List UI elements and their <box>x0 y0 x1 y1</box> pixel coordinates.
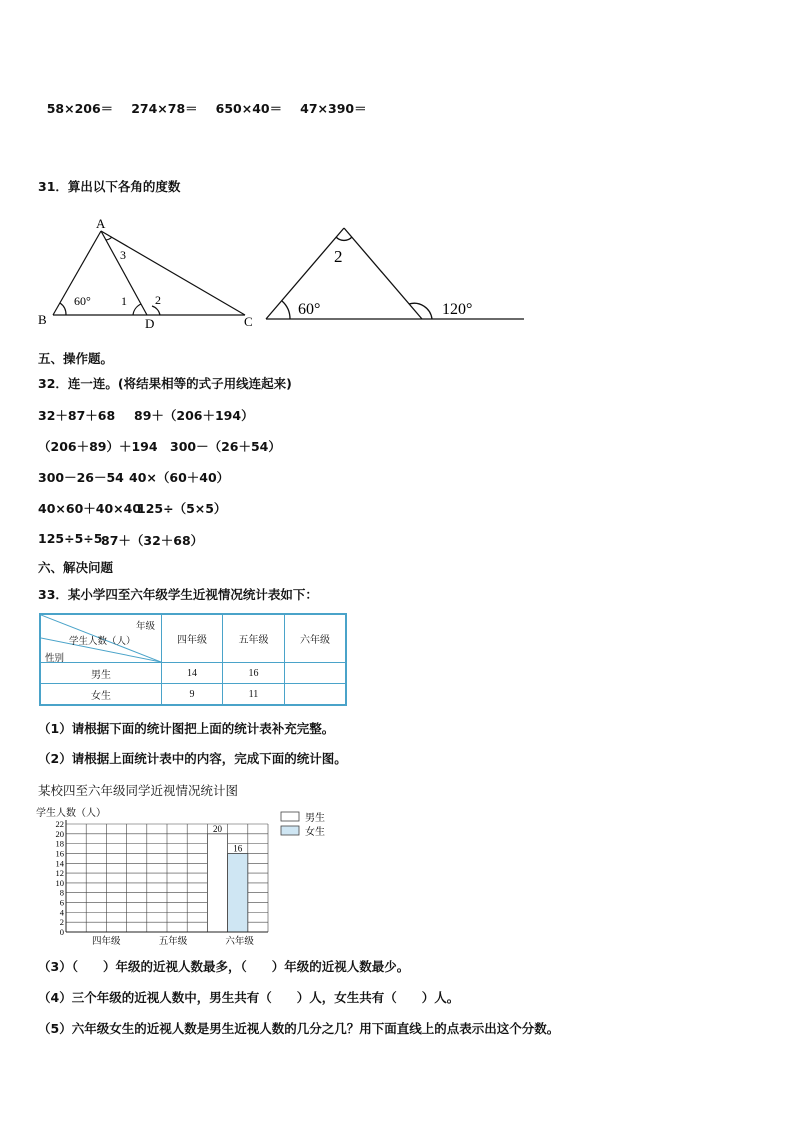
q32-left: （206＋89）＋194 <box>38 439 158 454</box>
table-cell: 16 <box>223 663 285 684</box>
bar <box>207 834 227 932</box>
calc-line <box>38 84 385 117</box>
calc-item: 47×390＝ <box>300 101 367 116</box>
fig2-angle-120-label: 120° <box>442 301 473 318</box>
section-5-heading: 五、操作题。 <box>38 351 114 366</box>
q32-title: 32．连一连。(将结果相等的式子用线连起来) <box>38 376 292 391</box>
y-tick-label: 20 <box>55 828 64 839</box>
q31-figures <box>0 210 560 335</box>
chart-title: 某校四至六年级同学近视情况统计图 <box>38 783 239 798</box>
table-cell <box>285 663 347 684</box>
table-cell: 9 <box>162 684 223 706</box>
q32-left: 125÷5÷5 <box>38 531 103 546</box>
angle-2-label: 2 <box>155 293 161 307</box>
q32-row <box>38 468 230 486</box>
q33-sub5: （5）六年级女生的近视人数是男生近视人数的几分之几？用下面直线上的点表示出这个分数。 <box>38 1021 560 1036</box>
x-tick-label: 五年级 <box>158 937 188 947</box>
table-row <box>40 684 346 706</box>
label-d: D <box>145 316 155 331</box>
fig2-angle-60-label: 60° <box>298 301 321 318</box>
statistics-table <box>39 613 347 706</box>
data-label: 16 <box>233 843 243 854</box>
y-tick-label: 10 <box>55 877 64 888</box>
q32-right: 125÷（5×5） <box>137 501 227 516</box>
q33-sub4: （4）三个年级的近视人数中，男生共有（ ）人，女生共有（ ）人。 <box>38 990 460 1005</box>
header-grade: 年级 <box>135 622 155 632</box>
label-c: C <box>244 314 253 329</box>
legend-swatch <box>281 826 299 835</box>
column-header: 四年级 <box>162 614 223 663</box>
q33-title: 33．某小学四至六年级学生近视情况统计表如下： <box>38 587 318 602</box>
row-label: 男生 <box>40 663 162 684</box>
y-tick-label: 0 <box>59 927 64 937</box>
y-tick-label: 8 <box>59 887 64 898</box>
table-header-diagonal <box>40 614 162 663</box>
q32-row <box>38 499 227 517</box>
y-tick-label: 22 <box>55 819 64 829</box>
q32-right: 89＋（206＋194） <box>134 408 254 423</box>
y-tick-label: 18 <box>55 838 64 849</box>
column-header: 五年级 <box>223 614 285 663</box>
y-axis-label: 学生人数（人） <box>36 808 106 819</box>
label-b: B <box>38 312 47 327</box>
y-tick-label: 2 <box>59 917 64 928</box>
x-tick-label: 六年级 <box>225 937 254 947</box>
q32-row <box>38 437 281 455</box>
y-tick-label: 12 <box>55 868 64 879</box>
bar <box>228 853 248 932</box>
y-tick-label: 16 <box>55 848 64 859</box>
column-header: 六年级 <box>285 614 347 663</box>
fig2-angle-2-label: 2 <box>334 247 343 266</box>
q32-right: 87＋（32＋68） <box>101 533 204 548</box>
calc-item: 650×40＝ <box>215 101 283 116</box>
header-count: 学生人数（人） <box>69 637 136 647</box>
q33-sub2: （2）请根据上面统计表中的内容，完成下面的统计图。 <box>38 751 347 766</box>
bar-chart <box>30 802 350 948</box>
x-tick-label: 四年级 <box>92 937 121 947</box>
angle-1-label: 1 <box>121 294 127 308</box>
row-label: 女生 <box>40 684 162 706</box>
legend-label: 女生 <box>305 827 325 838</box>
legend-label: 男生 <box>305 813 325 824</box>
legend-swatch <box>281 812 299 821</box>
y-tick-label: 4 <box>59 907 64 918</box>
calc-item: 274×78＝ <box>131 101 198 116</box>
table-cell: 11 <box>223 684 285 706</box>
q32-right: 300－（26＋54） <box>170 439 281 454</box>
q33-sub1: （1）请根据下面的统计图把上面的统计表补充完整。 <box>38 721 335 736</box>
header-gender: 性别 <box>45 654 65 664</box>
q32-left: 40×60＋40×40 <box>38 501 142 516</box>
q32-right: 40×（60＋40） <box>129 470 230 485</box>
table-cell: 14 <box>162 663 223 684</box>
section-6-heading: 六、解决问题 <box>38 560 114 575</box>
calc-item: 58×206＝ <box>46 101 114 116</box>
q32-row <box>38 406 254 424</box>
q32-left: 32＋87＋68 <box>38 408 116 423</box>
q32-row <box>38 531 204 548</box>
q32-left: 300－26－54 <box>38 470 124 485</box>
table-row <box>40 663 346 684</box>
y-tick-label: 14 <box>55 858 64 869</box>
table-cell <box>285 684 347 706</box>
angle-3-label: 3 <box>120 248 126 262</box>
label-a: A <box>96 216 106 231</box>
q33-sub3: （3）（ ）年级的近视人数最多，（ ）年级的近视人数最少。 <box>38 959 410 974</box>
data-label: 20 <box>213 823 222 834</box>
y-tick-label: 6 <box>59 897 64 908</box>
q31-title: 31．算出以下各角的度数 <box>38 179 181 194</box>
angle-b-label: 60° <box>74 294 91 308</box>
